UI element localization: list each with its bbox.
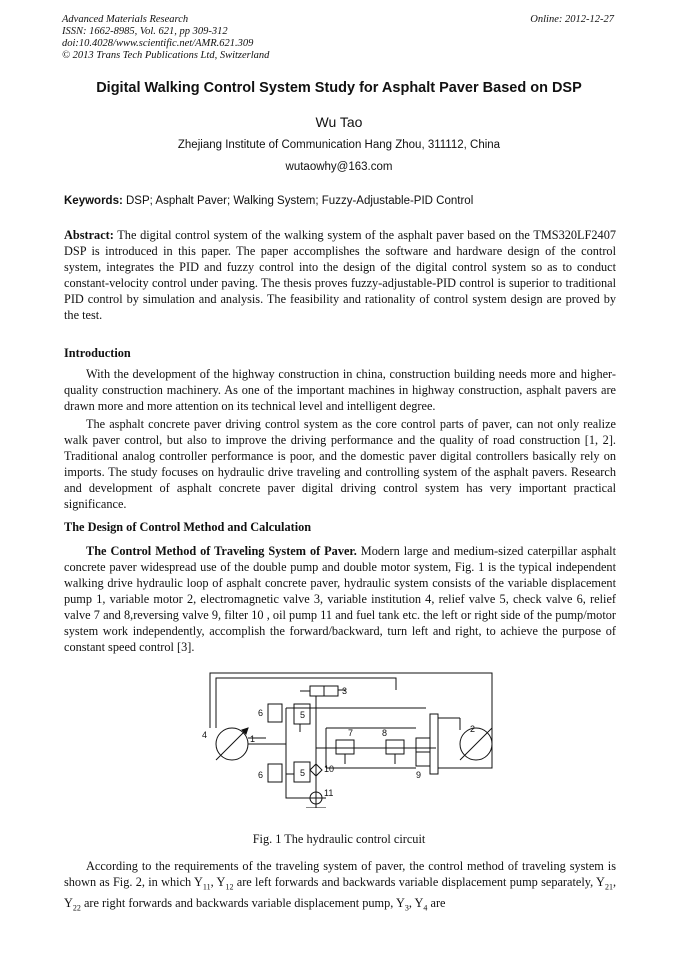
subscript: 3 (404, 903, 409, 913)
figure-caption: Fig. 1 The hydraulic control circuit (252, 832, 426, 846)
figure-label-1: 1 (250, 734, 256, 744)
issn-line: ISSN: 1662-8985, Vol. 621, pp 309-312 (62, 26, 228, 37)
abstract-text: The digital control system of the walking system of the asphalt paver based on the TMS320LF2407 DSP is introduced in this paper. The paper accomplishes the software and hardware design of the control system, integrates the PID and fuzzy control into the design of the digital control system so as to conduct constant-velocity control under paving. The thesis proves fuzzy-adjustable-PID control is superior to traditional PID control by simulation and analysis. The feasibility and rationality of control system design are proved by the test. (64, 228, 616, 322)
figure-label-2: 2 (470, 724, 476, 734)
subscript: 4 (423, 903, 428, 913)
figure-label-8: 8 (382, 728, 388, 738)
subscript: 12 (225, 882, 234, 892)
figure-label-5-lower: 5 (300, 768, 306, 778)
subscript: 21 (604, 882, 613, 892)
figure-label-4: 4 (202, 730, 208, 740)
affiliation: Zhejiang Institute of Communication Hang Zhou, 311112, China (177, 139, 501, 151)
doi-line[interactable]: doi:10.4028/www.scientific.net/AMR.621.309 (62, 38, 254, 49)
online-date: Online: 2012-12-27 (530, 14, 614, 25)
design-paragraph-text: Modern large and medium-sized caterpillar asphalt concrete paver widespread use of the double pump and double motor system, Fig. 1 is the typical independent walking drive hydraulic loop of asphalt concrete paver, hydraulic system consists of the variable displacement pump 1, variable motor 2, electromagnetic valve 3, variable institution 4, relief valve 5, check valve 6, relief valve 7 and 8,reversing valve 9, filter 10 , oil pump 11 and fuel tank etc. the left or right side of the pump/motor system work independently, accomplish the forward/backward, turn left and right, to achieve the purpose of constant speed control [3]. (64, 544, 616, 654)
journal-name: Advanced Materials Research (62, 14, 189, 25)
figure-label-11: 11 (324, 788, 334, 798)
figure-label-9: 9 (416, 770, 422, 780)
figure-label-7: 7 (348, 728, 354, 738)
introduction-heading: Introduction (64, 346, 131, 360)
closing-paragraph (64, 858, 616, 917)
intro-paragraph-1: With the development of the highway construction in china, construction building needs more and higher-quality construction machinery. As one of the important machines in highway construction, asphalt pavers are drawn more and more attention on its technical level and intelligent degree. (64, 367, 616, 413)
keywords (64, 195, 616, 207)
intro-paragraph-2: The asphalt concrete paver driving control system as the core control parts of paver, can not only realize walk paver control, but also to improve the driving performance and the quality of road construction [1, 2]. Traditional analog controller performance is poor, and the domestic paver digital controllers basically rely on imports. The study focuses on hydraulic drive traveling and controlling system of the asphalt pavers. Research and development of asphalt concrete paver digital driving control system has very important practical significance. (64, 417, 616, 511)
author-email[interactable]: wutaowhy@163.com (285, 161, 393, 173)
copyright-line: © 2013 Trans Tech Publications Ltd, Switzerland (62, 50, 270, 61)
author-name: Wu Tao (315, 114, 363, 130)
text-run: are right forwards and backwards variable displacement pump, Y (80, 896, 405, 911)
text-run: , Y (64, 875, 617, 911)
design-paragraph-1 (64, 543, 616, 655)
text-run: , Y (210, 875, 226, 889)
subscript: 22 (72, 903, 81, 913)
subscript: 11 (202, 882, 211, 892)
abstract-label: Abstract: (64, 228, 114, 242)
figure-label-10: 10 (324, 764, 335, 774)
hydraulic-circuit-figure (196, 668, 526, 808)
text-run: are (427, 896, 446, 911)
keywords-text: DSP; Asphalt Paver; Walking System; Fuzzy-Adjustable-PID Control (122, 195, 474, 207)
journal-header (62, 14, 269, 62)
design-heading: The Design of Control Method and Calculation (64, 520, 312, 534)
figure-label-6-upper: 6 (258, 708, 264, 718)
abstract (64, 227, 616, 323)
design-subheading: The Control Method of Traveling System of Paver. (86, 544, 357, 558)
figure-label-3: 3 (342, 686, 348, 696)
text-run: , Y (408, 896, 424, 911)
figure-label-6-lower: 6 (258, 770, 264, 780)
keywords-label: Keywords: (64, 195, 123, 207)
figure-label-5-upper: 5 (300, 710, 306, 720)
text-run: According to the requirements of the traveling system of paver, the control method of traveling system is shown as Fig. 2, in which Y (64, 859, 616, 889)
text-run: are left forwards and backwards variable displacement pump separately, Y (233, 875, 605, 889)
paper-title: Digital Walking Control System Study for Asphalt Paver Based on DSP (96, 80, 582, 96)
